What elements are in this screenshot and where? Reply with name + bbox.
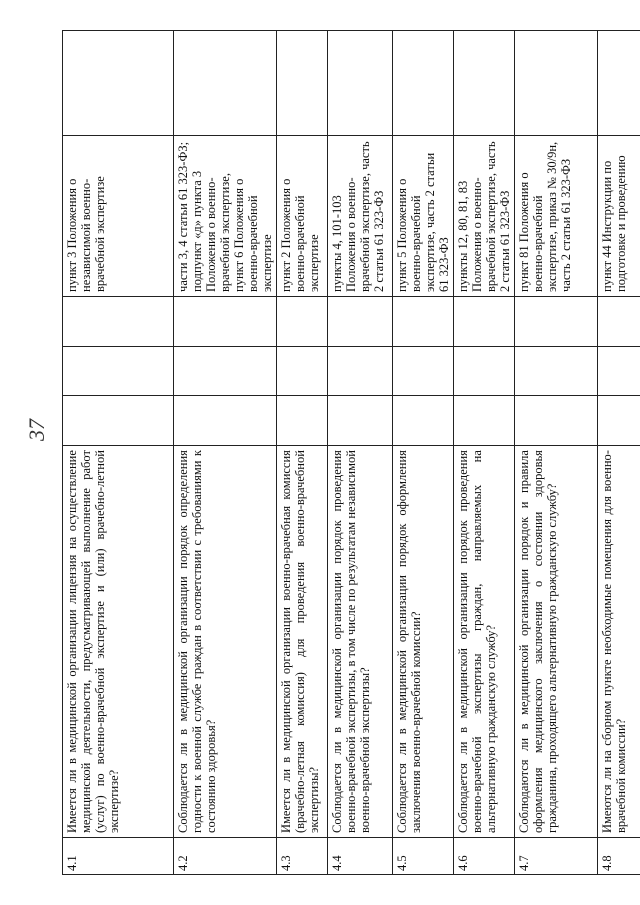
- legal-reference-cell: пункт 2 Положения о военно-врачебной экспертизе: [277, 136, 328, 297]
- question-cell: Соблюдается ли в медицинской организации порядок проведения военно-врачебной экспертизы, в том числе по результатам независимой военно-врачебной экспертизы?: [328, 446, 393, 838]
- page-number: 37: [24, 419, 49, 441]
- answer-na-cell: [393, 296, 454, 346]
- question-cell: Соблюдается ли в медицинской организации порядок определения годности к военной службе граждан в соответствии с требованиями к состоянию здоровья?: [174, 446, 277, 838]
- answer-yes-cell: [63, 396, 174, 446]
- answer-no-cell: [63, 346, 174, 396]
- item-number-cell: 4.8: [598, 838, 640, 875]
- answer-no-cell: [328, 346, 393, 396]
- notes-cell: [393, 31, 454, 136]
- item-number-cell: 4.6: [454, 838, 515, 875]
- item-number-cell: 4.3: [277, 838, 328, 875]
- table-row: [454, 31, 515, 875]
- notes-cell: [174, 31, 277, 136]
- notes-cell: [598, 31, 640, 136]
- inspection-checklist-table: [62, 30, 640, 875]
- answer-yes-cell: [598, 396, 640, 446]
- legal-reference-cell: пункт 3 Положения о независимой военно-врачебной экспертизе: [63, 136, 174, 297]
- legal-reference-cell: пункт 44 Инструкции по подготовке и проведению: [598, 136, 640, 297]
- question-cell: Соблюдаются ли в медицинской организации порядок и правила оформления медицинского заключения о состоянии здоровья гражданина, проходящего альтернативную гражданскую службу?: [515, 446, 598, 838]
- question-cell: Имеется ли в медицинской организации военно-врачебная комиссия (врачебно-летная комиссия) для проведения военно-врачебной экспертизы?: [277, 446, 328, 838]
- item-number-cell: 4.7: [515, 838, 598, 875]
- table-row: [63, 31, 174, 875]
- answer-no-cell: [515, 346, 598, 396]
- answer-no-cell: [277, 346, 328, 396]
- answer-no-cell: [454, 346, 515, 396]
- table-row: [174, 31, 277, 875]
- item-number-cell: 4.4: [328, 838, 393, 875]
- notes-cell: [454, 31, 515, 136]
- answer-na-cell: [63, 296, 174, 346]
- answer-yes-cell: [277, 396, 328, 446]
- legal-reference-cell: части 3, 4 статьи 61 323-ФЗ; подпункт «д» пункта 3 Положения о военно-врачебной экспертизе, пункт 6 Положения о военно-врачебной экспертизе: [174, 136, 277, 297]
- question-cell: Соблюдается ли в медицинской организации порядок оформления заключения военно-врачебной комиссии?: [393, 446, 454, 838]
- question-cell: Имеется ли в медицинской организации лицензия на осуществление медицинской деятельности, предусматривающей выполнение работ (услуг) по военно-врачебной экспертизе и (или) врачебно-летной экспертизе?: [63, 446, 174, 838]
- table-row: [598, 31, 640, 875]
- answer-na-cell: [328, 296, 393, 346]
- legal-reference-cell: пункты 12, 80, 81, 83 Положения о военно-врачебной экспертизе, часть 2 статьи 61 323-ФЗ: [454, 136, 515, 297]
- table-row: [328, 31, 393, 875]
- item-number-cell: 4.2: [174, 838, 277, 875]
- answer-na-cell: [277, 296, 328, 346]
- answer-yes-cell: [393, 396, 454, 446]
- answer-na-cell: [598, 296, 640, 346]
- answer-yes-cell: [454, 396, 515, 446]
- question-cell: Имеются ли на сборном пункте необходимые помещения для военно-врачебной комиссии?: [598, 446, 640, 838]
- answer-na-cell: [454, 296, 515, 346]
- table-row: [277, 31, 328, 875]
- answer-no-cell: [393, 346, 454, 396]
- answer-na-cell: [174, 296, 277, 346]
- table-row: [515, 31, 598, 875]
- notes-cell: [328, 31, 393, 136]
- legal-reference-cell: пункт 5 Положения о военно-врачебной экспертизе, часть 2 статьи 61 323-ФЗ: [393, 136, 454, 297]
- answer-no-cell: [174, 346, 277, 396]
- question-cell: Соблюдается ли в медицинской организации порядок проведения военно-врачебной экспертизы граждан, направляемых на альтернативную гражданскую службу?: [454, 446, 515, 838]
- answer-yes-cell: [515, 396, 598, 446]
- notes-cell: [277, 31, 328, 136]
- answer-na-cell: [515, 296, 598, 346]
- notes-cell: [63, 31, 174, 136]
- legal-reference-cell: пункты 4, 101-103 Положения о военно-врачебной экспертизе, часть 2 статьи 61 323-ФЗ: [328, 136, 393, 297]
- item-number-cell: 4.1: [63, 838, 174, 875]
- table-row: [393, 31, 454, 875]
- answer-yes-cell: [328, 396, 393, 446]
- notes-cell: [515, 31, 598, 136]
- legal-reference-cell: пункт 81 Положения о военно-врачебной экспертизе, приказ № 30/9н, часть 2 статьи 61 323-ФЗ: [515, 136, 598, 297]
- item-number-cell: 4.5: [393, 838, 454, 875]
- answer-no-cell: [598, 346, 640, 396]
- answer-yes-cell: [174, 396, 277, 446]
